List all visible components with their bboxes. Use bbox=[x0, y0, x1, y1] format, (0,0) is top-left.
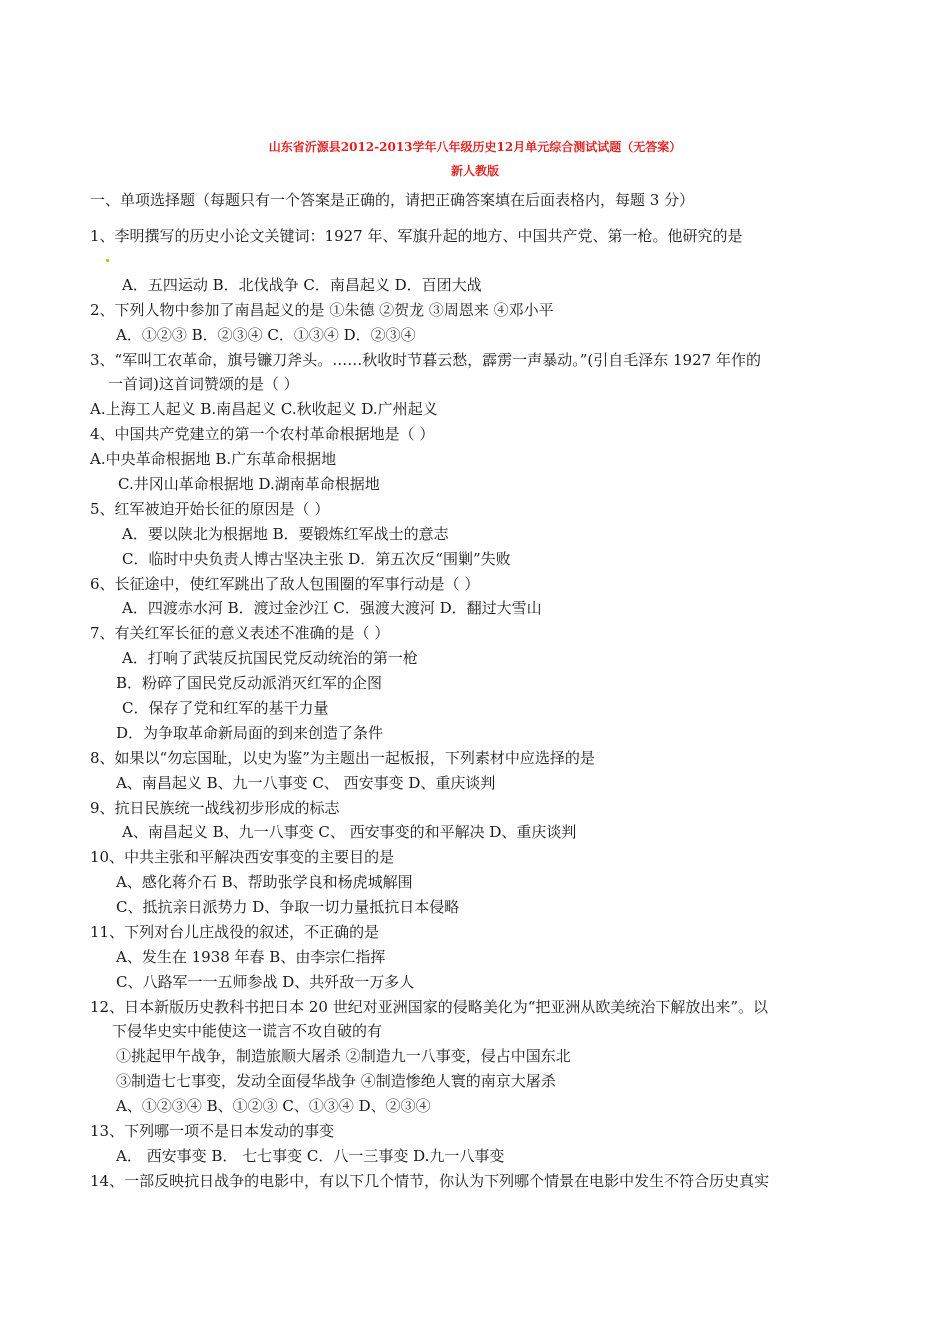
question-1-stem: 1、李明撰写的历史小论文关键词：1927 年、军旗升起的地方、中国共产党、第一枪。他研究的是 bbox=[90, 227, 743, 245]
question-8-stem: 8、如果以“勿忘国耻，以史为鉴”为主题出一起板报，下列素材中应选择的是 bbox=[90, 749, 595, 767]
question-12-stem: 12、日本新版历史教科书把日本 20 世纪对亚洲国家的侵略美化为“把亚洲从欧美统治下解放出来”。以 bbox=[90, 998, 769, 1016]
question-3-options: A.上海工人起义 B.南昌起义 C.秋收起义 D.广州起义 bbox=[90, 400, 438, 418]
stray-mark bbox=[106, 259, 109, 262]
question-4-options-row2: C.井冈山革命根据地 D.湖南革命根据地 bbox=[118, 475, 380, 493]
question-7-option-b: B．粉碎了国民党反动派消灭红军的企图 bbox=[116, 674, 383, 692]
question-1-options: A．五四运动 B．北伐战争 C．南昌起义 D．百团大战 bbox=[122, 276, 482, 294]
question-9-options: A、南昌起义 B、九一八事变 C、 西安事变的和平解决 D、重庆谈判 bbox=[122, 823, 577, 841]
question-12-options: A、①②③④ B、①②③ C、①③④ D、②③④ bbox=[116, 1097, 431, 1115]
question-4-options-row1: A.中央革命根据地 B.广东革命根据地 bbox=[90, 450, 337, 468]
question-12-statements-row2: ③制造七七事变，发动全面侵华战争 ④制造惨绝人寰的南京大屠杀 bbox=[116, 1072, 556, 1090]
question-3-stem-continued: 一首词)这首词赞颂的是（ ） bbox=[108, 375, 299, 393]
question-5-options-row1: A．要以陕北为根据地 B．要锻炼红军战士的意志 bbox=[122, 525, 449, 543]
question-7-option-d: D．为争取革命新局面的到来创造了条件 bbox=[116, 724, 384, 742]
question-2-options: A．①②③ B．②③④ C．①③④ D．②③④ bbox=[116, 326, 416, 344]
question-2-stem: 2、下列人物中参加了南昌起义的是 ①朱德 ②贺龙 ③周恩来 ④邓小平 bbox=[90, 301, 554, 319]
question-11-options-row2: C、八路军一一五师参战 D、共歼敌一万多人 bbox=[116, 973, 415, 991]
question-10-options-row2: C、抵抗亲日派势力 D、争取一切力量抵抗日本侵略 bbox=[116, 898, 460, 916]
question-4-stem: 4、中国共产党建立的第一个农村革命根据地是（ ） bbox=[90, 425, 435, 443]
question-10-stem: 10、中共主张和平解决西安事变的主要目的是 bbox=[90, 848, 395, 866]
question-5-options-row2: C．临时中央负责人博古坚决主张 D．第五次反“围剿”失败 bbox=[122, 550, 511, 568]
question-12-stem-continued: 下侵华史实中能使这一谎言不攻自破的有 bbox=[112, 1022, 383, 1040]
question-6-stem: 6、长征途中，使红军跳出了敌人包围圈的军事行动是（ ） bbox=[90, 575, 480, 593]
question-8-options: A、南昌起义 B、九一八事变 C、 西安事变 D、重庆谈判 bbox=[116, 774, 496, 792]
question-14-stem: 14、一部反映抗日战争的电影中，有以下几个情节，你认为下列哪个情景在电影中发生不符合历史真实 bbox=[90, 1172, 770, 1190]
question-7-option-a: A．打响了武装反抗国民党反动统治的第一枪 bbox=[122, 649, 418, 667]
document-title: 山东省沂源县2012-2013学年八年级历史12月单元综合测试试题（无答案） bbox=[268, 140, 682, 154]
question-13-options: A． 西安事变 B． 七七事变 C．八一三事变 D.九一八事变 bbox=[116, 1147, 505, 1165]
question-7-option-c: C．保存了党和红军的基干力量 bbox=[122, 699, 329, 717]
question-6-options: A．四渡赤水河 B．渡过金沙江 C．强渡大渡河 D．翻过大雪山 bbox=[122, 599, 542, 617]
question-9-stem: 9、抗日民族统一战线初步形成的标志 bbox=[90, 799, 340, 817]
question-7-stem: 7、有关红军长征的意义表述不准确的是（ ） bbox=[90, 624, 390, 642]
section-heading: 一、单项选择题（每题只有一个答案是正确的，请把正确答案填在后面表格内，每题 3 分） bbox=[90, 191, 695, 209]
question-10-options-row1: A、感化蒋介石 B、帮助张学良和杨虎城解围 bbox=[116, 873, 413, 891]
document-subtitle: 新人教版 bbox=[450, 164, 499, 178]
question-11-stem: 11、下列对台儿庄战役的叙述，不正确的是 bbox=[90, 923, 380, 941]
question-11-options-row1: A、发生在 1938 年春 B、由李宗仁指挥 bbox=[116, 948, 386, 966]
question-5-stem: 5、红军被迫开始长征的原因是（ ） bbox=[90, 500, 330, 518]
question-13-stem: 13、下列哪一项不是日本发动的事变 bbox=[90, 1122, 335, 1140]
question-3-stem: 3、“军叫工农革命，旗号镰刀斧头。……秋收时节暮云愁，霹雳一声暴动。”(引自毛泽东 1927 年作的 bbox=[90, 351, 761, 369]
question-12-statements-row1: ①挑起甲午战争，制造旅顺大屠杀 ②制造九一八事变，侵占中国东北 bbox=[116, 1047, 571, 1065]
